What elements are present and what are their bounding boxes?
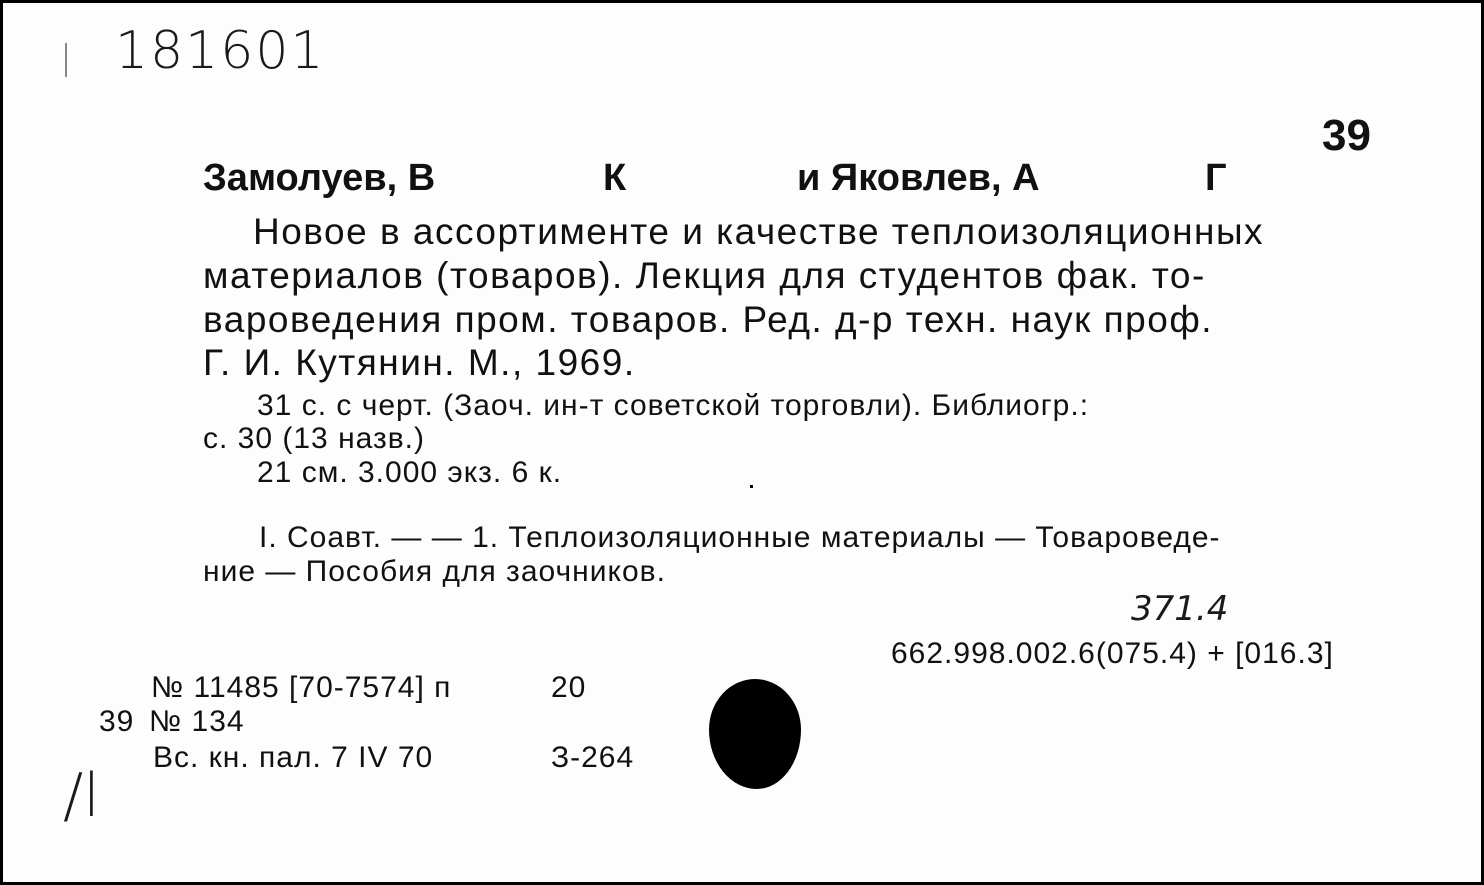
collation-line-1: 31 с. с черт. (Заоч. ин-т советской торговли). Библиогр.: <box>257 389 1090 422</box>
title-line-2: материалов (товаров). Лекция для студентов фак. то- <box>203 255 1206 296</box>
handwritten-catalog-number: 181601 <box>115 21 326 81</box>
handwritten-udc-note: 371.4 <box>1131 589 1229 629</box>
order-count: 20 <box>551 671 587 704</box>
registry-date: Вс. кн. пал. 7 IV 70 <box>153 741 434 774</box>
title-line-3: вароведения пром. товаров. Ред. д-р техн. наук проф. <box>203 299 1214 340</box>
footer-row2-prefix: 39 <box>99 705 135 738</box>
udc-index: 662.998.002.6(075.4) + [016.3] <box>891 637 1334 670</box>
handwritten-pencil-mark: /l <box>63 761 100 831</box>
author-first-surname: Замолуев, В <box>203 157 436 199</box>
title-line-4: Г. И. Кутянин. М., 1969. <box>203 342 636 383</box>
author-second-initial: Г <box>1205 157 1227 199</box>
punched-hole <box>709 679 801 789</box>
collation-line-3: 21 см. 3.000 экз. 6 к. <box>257 456 563 489</box>
class-number: 39 <box>1322 111 1371 160</box>
footer-row2-number: № 134 <box>149 705 245 738</box>
ink-speck <box>750 485 753 488</box>
margin-mark <box>65 43 67 77</box>
title-line-1: Новое в ассортименте и качестве теплоизоляционных <box>253 211 1265 252</box>
order-number: № 11485 [70-7574] п <box>151 671 452 704</box>
subject-line-2: ние — Пособия для заочников. <box>203 555 666 588</box>
author-first-initial: К <box>603 157 627 199</box>
subject-line-1: I. Соавт. — — 1. Теплоизоляционные материалы — Товароведе- <box>259 521 1221 554</box>
price-code: З-264 <box>551 741 635 774</box>
collation-line-2: с. 30 (13 назв.) <box>203 422 426 455</box>
author-second-name: и Яковлев, А <box>797 157 1040 199</box>
